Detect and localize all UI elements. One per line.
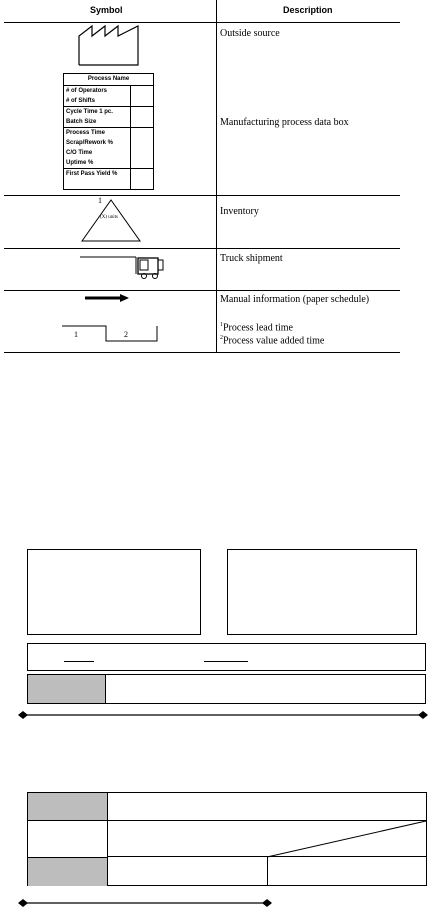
value-time-text: Process value added time [223,335,325,347]
factory-icon [78,24,140,66]
value-time-superscript: 2 [220,335,223,341]
description-header: Description [283,5,333,15]
process-row: C/O Time [66,150,93,156]
process-box-value-column [130,86,131,190]
process-row: First Pass Yield % [66,171,118,177]
process-group-2 [64,107,153,128]
gray-label-cell [28,675,106,703]
process-name: Process Name [64,74,153,86]
grid-col-divider [267,856,268,886]
row-rule-2 [4,248,400,249]
process-row: # of Operators [66,88,108,94]
double-arrow-line-1 [17,709,429,721]
process-row: # of Shifts [66,98,96,104]
diagonal-line [265,818,429,860]
manual-info-arrow-icon [84,292,130,304]
process-box-label: Manufacturing process data box [220,117,349,128]
blank-underline-2 [204,661,248,662]
double-arrow-line-2 [17,897,273,909]
process-box-body [64,86,153,179]
process-group-4 [64,169,153,179]
blank-info-strip [27,643,426,671]
row-rule-4 [4,352,400,353]
manual-info-label: Manual information (paper schedule) [220,294,370,305]
truck-icon [78,252,168,280]
truck-label: Truck shipment [220,253,283,264]
blank-box-right [227,549,417,635]
gray-cell-bottom [28,857,108,886]
process-row: Scrap/Rework % [66,140,114,146]
process-group-1 [64,86,153,107]
inventory-number: 1 [98,196,102,205]
process-row: Cycle Time 1 pc. [66,109,113,115]
inventory-label: Inventory [220,206,259,217]
value-time-label [220,335,324,346]
process-group-3 [64,128,153,169]
blank-underline-1 [64,661,94,662]
symbol-header: Symbol [90,5,123,15]
lead-time-text: Process lead time [223,322,293,334]
inventory-units: (X) units [100,215,118,220]
outside-source-label: Outside source [220,28,280,39]
process-row: Batch Size [66,119,97,125]
timeline-label-1: 1 [74,330,78,339]
row-rule-1 [4,195,400,196]
process-row: Uptime % [66,160,94,166]
process-data-box [63,73,154,190]
header-rule [4,22,400,23]
process-row: Process Time [66,130,105,136]
table-column-divider [216,0,217,352]
inventory-triangle-icon [80,198,142,243]
row-rule-3 [4,290,400,291]
lead-time-label [220,322,293,333]
lead-time-superscript: 1 [220,322,223,328]
blank-box-left [27,549,201,635]
white-cell-middle [28,821,108,856]
timeline-label-2: 2 [124,330,128,339]
gray-cell-top [28,793,108,821]
